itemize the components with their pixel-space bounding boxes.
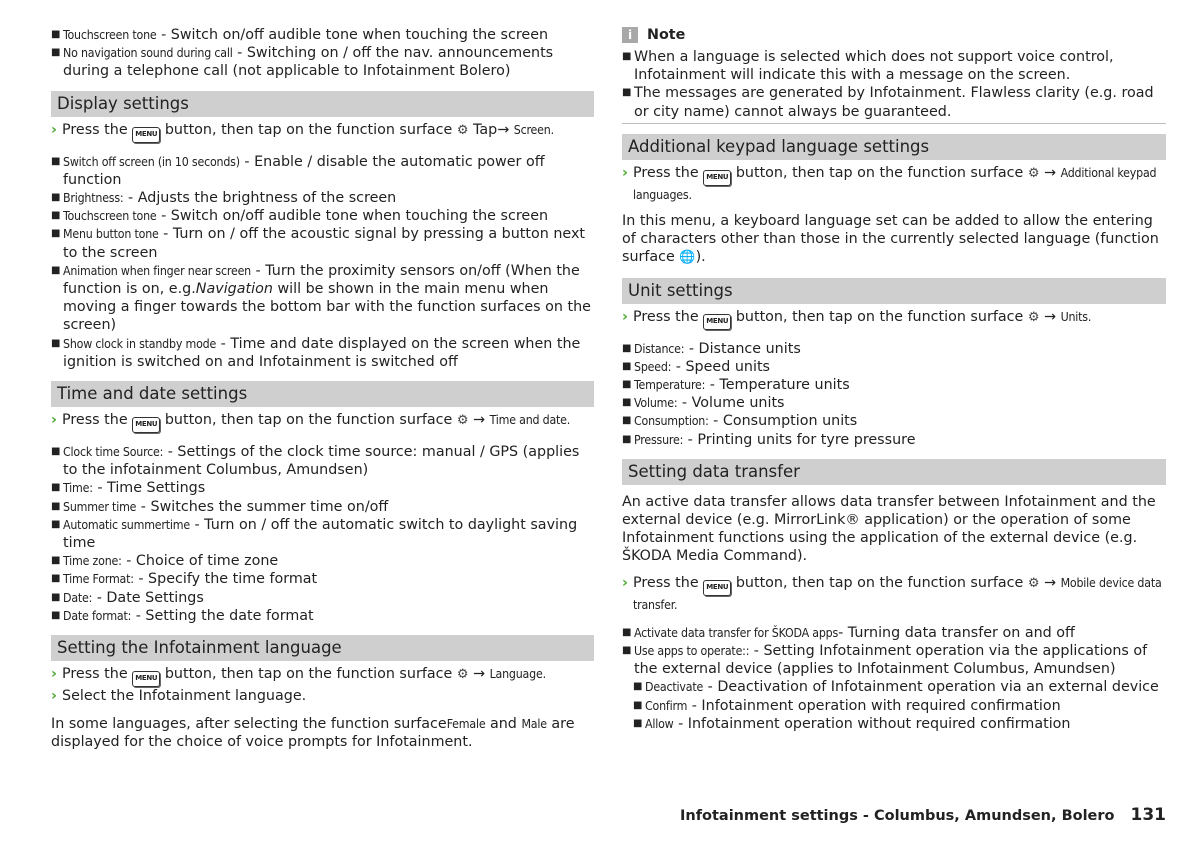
instruction-step: › Press the MENU button, then tap on the function surface ⚙ → Language. [51,665,594,687]
list-item: ■ Activate data transfer for ŠKODA apps- Turning data transfer on and off [622,624,1075,641]
bullet-icon: ■ [51,500,61,512]
bullet-icon: ■ [51,591,61,603]
bullet-icon: ■ [633,717,643,729]
list-item: ■ Use apps to operate:: - Setting Infotainment operation via the applications of the external device (applies to Infotainment Columbus, Amundsen) [622,643,1148,678]
step-arrow-icon: › [51,412,57,429]
settings-icon: ⚙ [1027,165,1040,181]
note-item: ■ The messages are generated by Infotainment. Flawless clarity (e.g. road or city name) cannot always be guaranteed. [622,85,1154,120]
intro-bullets [51,26,594,81]
list-item [51,26,594,44]
keypad-paragraph: In this menu, a keyboard language set can be added to allow the entering of characters other than those in the currently selected language (function surface 🌐). [622,212,1166,268]
list-item: ■ Time: - Time Settings [51,480,206,497]
note-item: ■ When a language is selected which does not support voice control, Infotainment will indicate this with a message on the screen. [622,49,1114,84]
list-item: ■ Distance: - Distance units [622,340,801,357]
bullet-icon: ■ [51,264,61,276]
list-item: ■ Summer time - Switches the summer time on/off [51,498,389,515]
target-term: Screen. [513,122,554,137]
desc: - Switch on/off audible tone when touching the screen [156,27,549,43]
menu-key-icon: MENU [132,417,160,433]
bullet-icon: ■ [622,342,632,354]
list-item: ■ Time zone: - Choice of time zone [51,553,279,570]
bullet-icon: ■ [622,415,632,427]
bullet-icon: ■ [622,645,632,657]
list-item: ■ Temperature: - Temperature units [622,377,850,394]
settings-icon: ⚙ [456,667,469,683]
bullet-icon: ■ [51,446,61,458]
bullet-icon: ■ [633,681,643,693]
list-item: ■ Animation when finger near screen - Turn the proximity sensors on/off (When the function is on, e.g.Navigation will be shown in the main menu when moving a finger towards the bottom bar with the function surfaces on the screen) [51,262,591,334]
instruction-step: › Press the MENU button, then tap on the function surface ⚙ → Time and date. [51,411,594,433]
globe-icon: 🌐 [679,250,696,266]
section-heading-units: Unit settings [622,278,1166,304]
instruction-step: › Press the MENU button, then tap on the function surface ⚙ → Additional keypad languages. [622,164,1166,204]
bullet-icon: ■ [51,573,61,585]
bullet-icon: ■ [51,555,61,567]
list-item [51,44,594,80]
menu-key-icon: MENU [703,314,731,330]
section-heading-display: Display settings [51,91,594,117]
transfer-bullets [622,624,1166,733]
bullet-icon: ■ [622,626,632,638]
time-bullets [51,443,594,625]
bullet-icon: ■ [51,155,61,167]
instruction-step: › Select the Infotainment language. [51,688,307,705]
left-column [51,26,594,752]
section-heading-transfer: Setting data transfer [622,459,1166,485]
step-arrow-icon: › [622,308,628,325]
term: No navigation sound during call [63,46,233,61]
bullet-icon: ■ [633,699,643,711]
list-item: ■ Brightness: - Adjusts the brightness of the screen [51,190,397,207]
bullet-icon: ■ [51,210,61,222]
instruction-step: › Press the MENU button, then tap on the function surface ⚙ Tap→ Screen. [51,121,594,143]
menu-key-icon: MENU [132,127,160,143]
settings-icon: ⚙ [456,413,469,429]
list-item: ■ Pressure: - Printing units for tyre pressure [622,431,916,448]
sub-list-item: ■ Confirm - Infotainment operation with required confirmation [633,697,1061,714]
list-item: ■ Switch off screen (in 10 seconds) - Enable / disable the automatic power off function [51,153,545,188]
bullet-icon: ■ [622,51,632,62]
list-item: ■ Menu button tone - Turn on / off the acoustic signal by pressing a button next to the screen [51,226,586,261]
list-item: ■ Touchscreen tone - Switch on/off audible tone when touching the screen [51,208,549,225]
instruction-step: › Press the MENU button, then tap on the function surface ⚙ → Mobile device data transfer. [622,574,1166,614]
bullet-icon: ■ [51,518,61,530]
bullet-icon: ■ [622,87,632,99]
footer-title: Infotainment settings - Columbus, Amundsen, Bolero [679,808,1115,824]
note-title: Note [647,27,686,43]
desc: - Switching on / off the nav. announcements during a telephone call (not applicable to Infotainment Bolero) [63,45,554,80]
bullet-icon: ■ [51,29,61,40]
unit-bullets [622,340,1166,449]
bullet-icon: ■ [51,482,61,494]
info-icon: i [622,27,638,43]
sub-list-item: ■ Deactivate - Deactivation of Infotainment operation via an external device [633,679,1159,696]
step-arrow-icon: › [51,666,57,683]
term: Touchscreen tone [63,28,157,42]
menu-key-icon: MENU [703,580,731,596]
bullet-icon: ■ [622,397,632,409]
step-arrow-icon: › [622,574,628,591]
menu-key-icon: MENU [703,170,731,186]
right-column [622,26,1166,733]
list-item: ■ Show clock in standby mode - Time and date displayed on the screen when the ignition is switched on and Infotainment is switched off [51,335,581,370]
bullet-icon: ■ [622,433,632,445]
bullet-icon: ■ [51,609,61,621]
page-footer [600,803,1166,828]
section-heading-time: Time and date settings [51,381,594,407]
bullet-icon: ■ [622,360,632,372]
bullet-icon: ■ [51,192,61,204]
bullet-icon: ■ [622,379,632,391]
note-header [622,26,1166,44]
bullet-icon: ■ [51,228,61,240]
bullet-icon: ■ [51,337,61,349]
list-item: ■ Consumption: - Consumption units [622,413,858,430]
transfer-paragraph: An active data transfer allows data transfer between Infotainment and the external device (e.g. MirrorLink® application) or the operation of some Infotainment functions using the application of the external device (e.g. ŠKODA Media Command). [622,493,1156,565]
section-heading-language: Setting the Infotainment language [51,635,594,661]
list-item: ■ Speed: - Speed units [622,358,770,375]
list-item: ■ Volume: - Volume units [622,395,785,412]
settings-icon: ⚙ [1027,575,1040,591]
sub-list-item: ■ Allow - Infotainment operation without required confirmation [633,715,1071,732]
step-arrow-icon: › [51,121,57,138]
settings-icon: ⚙ [1027,309,1040,325]
display-bullets [51,153,594,371]
menu-key-icon: MENU [132,671,160,687]
section-heading-keypad: Additional keypad language settings [622,134,1166,160]
list-item: ■ Time Format: - Specify the time format [51,571,318,588]
step-arrow-icon: › [51,688,57,705]
list-item: ■ Clock time Source: - Settings of the clock time source: manual / GPS (applies to the infotainment Columbus, Amundsen) [51,444,580,479]
list-item: ■ Date: - Date Settings [51,589,204,606]
step-arrow-icon: › [622,164,628,181]
list-item: ■ Automatic summertime - Turn on / off the automatic switch to daylight saving time [51,516,578,552]
instruction-step: › Press the MENU button, then tap on the function surface ⚙ → Units. [622,308,1166,330]
language-paragraph: In some languages, after selecting the function surfaceFemale and Male are displayed for the choice of voice prompts for Infotainment. [51,716,575,751]
settings-icon: ⚙ [456,122,469,138]
bullet-icon: ■ [51,47,61,59]
page-number: 131 [1130,805,1166,825]
list-item: ■ Date format: - Setting the date format [51,607,314,624]
